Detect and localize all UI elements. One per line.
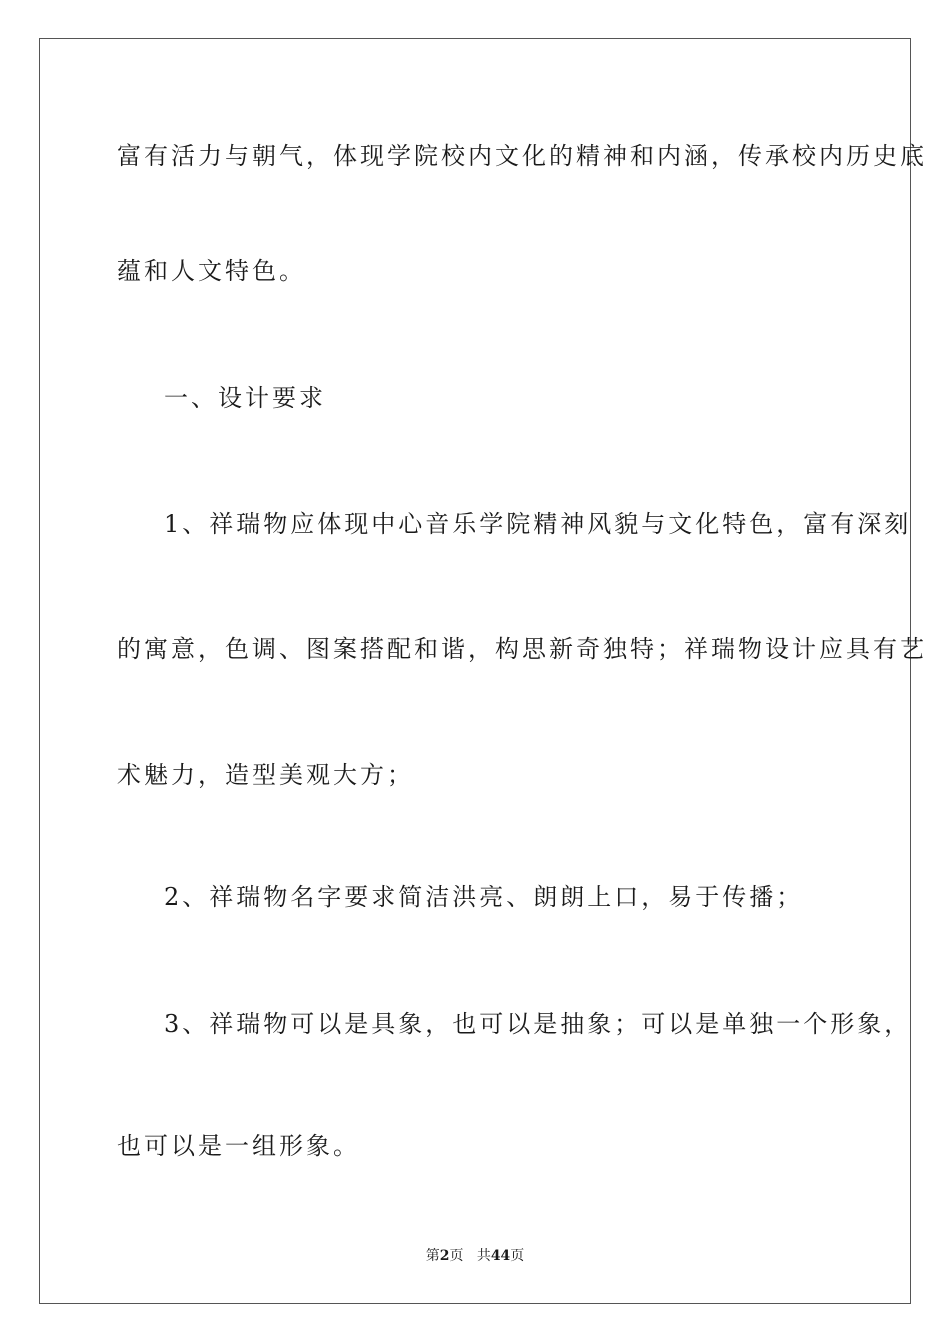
footer-total-suffix: 页 <box>510 1248 525 1264</box>
paragraph-line-1: 富有活力与朝气，体现学院校内文化的精神和内涵，传承校内历史底 <box>117 142 927 170</box>
section-heading: 一、设计要求 <box>164 384 326 412</box>
page-footer <box>0 1247 950 1265</box>
paragraph-line-6: 2、祥瑞物名字要求简洁洪亮、朗朗上口，易于传播； <box>164 883 804 911</box>
footer-page-prefix: 第 <box>425 1248 440 1264</box>
paragraph-line-7: 3、祥瑞物可以是具象，也可以是抽象；可以是单独一个形象， <box>164 1010 912 1038</box>
footer-page-suffix: 页 <box>449 1248 464 1264</box>
footer-total-prefix: 共 <box>476 1248 491 1264</box>
paragraph-line-5: 术魅力，造型美观大方； <box>117 761 414 789</box>
paragraph-line-2: 蕴和人文特色。 <box>117 257 306 285</box>
paragraph-line-8: 也可以是一组形象。 <box>117 1132 360 1160</box>
footer-page-number: 2 <box>439 1248 450 1264</box>
footer-total-pages: 44 <box>490 1248 511 1264</box>
paragraph-line-3: 1、祥瑞物应体现中心音乐学院精神风貌与文化特色，富有深刻 <box>164 510 912 538</box>
paragraph-line-4: 的寓意，色调、图案搭配和谐，构思新奇独特；祥瑞物设计应具有艺 <box>117 635 927 663</box>
page-frame <box>39 38 927 1304</box>
